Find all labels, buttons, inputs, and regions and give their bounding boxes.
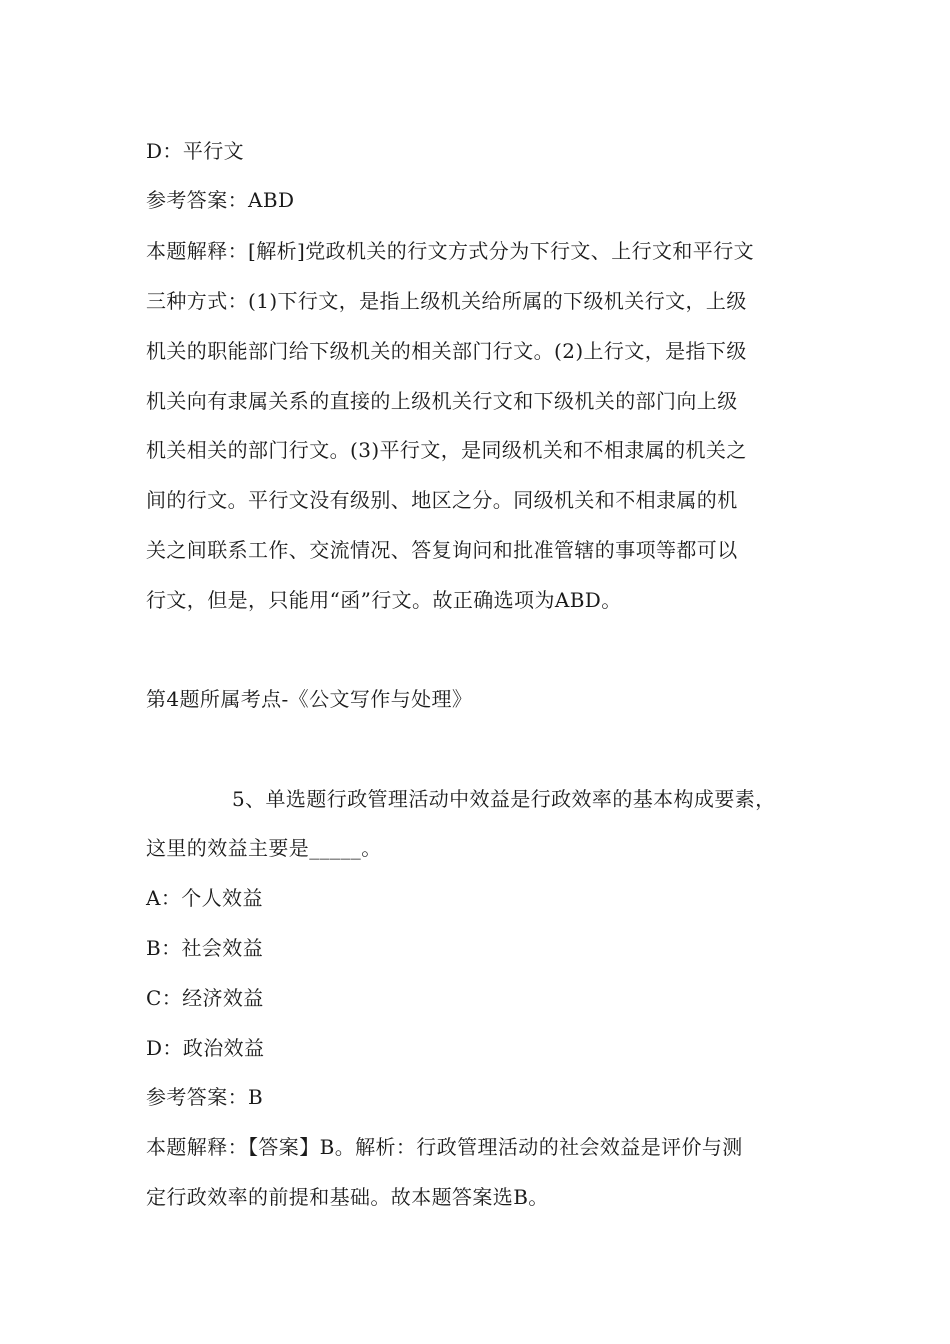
q4-explanation-line: 间的行文。平行文没有级别、地区之分。同级机关和不相隶属的机 [146, 488, 738, 512]
q5-option-a: A：个人效益 [146, 886, 263, 910]
q4-explanation-line: 行文，但是，只能用“函”行文。故正确选项为ABD。 [146, 588, 622, 612]
q4-explanation-line: 机关向有隶属关系的直接的上级机关行文和下级机关的部门向上级 [146, 389, 738, 413]
q5-explanation-line: 本题解释：【答案】B。解析：行政管理活动的社会效益是评价与测 [146, 1135, 743, 1159]
q4-answer: 参考答案：ABD [146, 188, 295, 212]
q4-topic: 第4题所属考点-《公文写作与处理》 [146, 687, 473, 711]
q4-explanation-line: 关之间联系工作、交流情况、答复询问和批准管辖的事项等都可以 [146, 538, 738, 562]
q5-option-b: B：社会效益 [146, 936, 264, 960]
q5-option-c: C：经济效益 [146, 986, 264, 1010]
q5-option-d: D：政治效益 [146, 1036, 265, 1060]
q4-option-d: D：平行文 [146, 139, 245, 163]
q5-stem-line2: 这里的效益主要是_____。 [146, 836, 382, 860]
q5-explanation-line: 定行政效率的前提和基础。故本题答案选B。 [146, 1185, 549, 1209]
q4-explanation-line: 三种方式：(1)下行文，是指上级机关给所属的下级机关行文，上级 [146, 289, 747, 313]
q5-stem-line1: 5、单选题行政管理活动中效益是行政效率的基本构成要素， [232, 787, 776, 811]
q5-answer: 参考答案：B [146, 1085, 264, 1109]
q4-explanation-line: 本题解释：[解析]党政机关的行文方式分为下行文、上行文和平行文 [146, 239, 755, 263]
q4-explanation-line: 机关相关的部门行文。(3)平行文，是同级机关和不相隶属的机关之 [146, 438, 747, 462]
q4-explanation-line: 机关的职能部门给下级机关的相关部门行文。(2)上行文，是指下级 [146, 339, 747, 363]
